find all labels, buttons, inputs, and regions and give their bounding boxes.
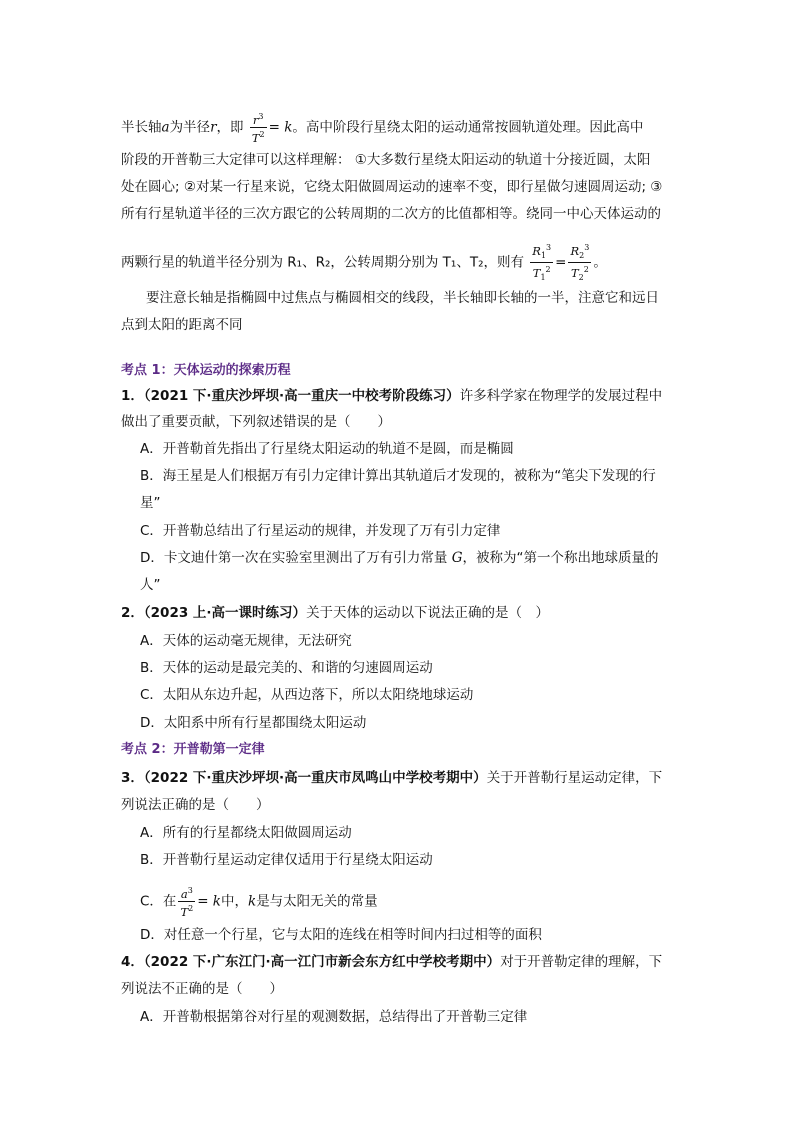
sub: 2 bbox=[579, 251, 585, 261]
fraction-r2-t2 bbox=[568, 241, 591, 284]
text: 。高中阶段行星绕太阳的运动通常按圆轨道处理。因此高中 bbox=[292, 119, 644, 136]
exp: 3 bbox=[584, 243, 590, 252]
q4-option-a: A．开普勒根据第谷对行星的观测数据，总结得出了开普勒三定律 bbox=[140, 1009, 528, 1025]
intro-line-5 bbox=[121, 241, 607, 284]
q1-option-c: C．开普勒总结出了行星运动的规律，并发现了万有引力定律 bbox=[140, 523, 501, 539]
text: ，即 bbox=[216, 119, 244, 136]
q2-option-d: D．太阳系中所有行星都围绕太阳运动 bbox=[140, 715, 367, 731]
den: T bbox=[251, 130, 260, 145]
var-g: G bbox=[451, 550, 463, 566]
q3-option-d: D．对任意一个行星，它与太阳的连线在相等时间内扫过相等的面积 bbox=[140, 927, 542, 943]
question-text: 关于开普勒行星运动定律，下 bbox=[486, 770, 663, 786]
fraction-r3-t2 bbox=[250, 110, 267, 145]
equals-k: = k bbox=[268, 119, 293, 136]
exp: 2 bbox=[259, 129, 265, 139]
q3-option-b: B．开普勒行星运动定律仅适用于行星绕太阳运动 bbox=[140, 852, 433, 868]
intro-line-2: 阶段的开普勒三大定律可以这样理解： ①大多数行星绕太阳运动的轨道十分接近圆，太阳 bbox=[121, 152, 651, 168]
text: 两颗行星的轨道半径分别为 R₁、R₂，公转周期分别为 T₁、T₂，则有 bbox=[121, 254, 524, 271]
question-text: 对于开普勒定律的理解，下 bbox=[500, 954, 663, 970]
note-line-2: 点到太阳的距离不同 bbox=[121, 317, 243, 333]
question-number: 2． bbox=[121, 605, 144, 621]
num: r bbox=[252, 112, 259, 127]
question-2-stem bbox=[121, 604, 549, 622]
question-1-stem-2: 做出了重要贡献，下列叙述错误的是（ ） bbox=[121, 414, 391, 430]
exp: 2 bbox=[545, 265, 551, 275]
question-source: （2022 下·重庆沙坪坝·高一重庆市凤鸣山中学校考期中） bbox=[143, 770, 487, 786]
q1-option-d-cont: 人” bbox=[140, 577, 161, 593]
den: T bbox=[532, 265, 541, 280]
den: T bbox=[180, 904, 189, 919]
text: 半长轴 bbox=[121, 119, 162, 136]
question-number: 1． bbox=[121, 388, 144, 404]
q2-option-b: B．天体的运动是最完美的、和谐的匀速圆周运动 bbox=[140, 660, 433, 676]
q1-option-d bbox=[140, 549, 659, 567]
text: 是与太阳无关的常量 bbox=[256, 893, 378, 910]
exp: 3 bbox=[258, 112, 264, 121]
q3-option-c bbox=[140, 884, 378, 919]
intro-line-1 bbox=[121, 110, 643, 145]
sub: 1 bbox=[540, 251, 547, 261]
var-a: a bbox=[161, 119, 170, 136]
exp: 3 bbox=[187, 886, 193, 895]
intro-line-3: 处在圆心; ②对某一行星来说，它绕太阳做圆周运动的速率不变，即行星做匀速圆周运动; ③ bbox=[121, 179, 663, 195]
note-line-1: 要注意长轴是指椭圆中过焦点与椭圆相交的线段，半长轴即长轴的一半，注意它和远日 bbox=[146, 290, 659, 306]
q1-option-a: A．开普勒首先指出了行星绕太阳运动的轨道不是圆，而是椭圆 bbox=[140, 441, 514, 457]
text: 。 bbox=[593, 254, 607, 271]
section-heading-kaodian-2: 考点 2：开普勒第一定律 bbox=[121, 742, 265, 757]
q1-option-b-cont: 星” bbox=[140, 495, 161, 511]
num: R bbox=[570, 243, 580, 258]
text: C．在 bbox=[140, 893, 177, 910]
question-4-stem bbox=[121, 953, 662, 971]
sub: 1 bbox=[540, 273, 546, 283]
question-text: 许多科学家在物理学的发展过程中 bbox=[459, 388, 663, 404]
fraction-a3-t2 bbox=[178, 884, 195, 919]
question-3-stem bbox=[121, 769, 662, 787]
den: T bbox=[570, 265, 579, 280]
num: a bbox=[180, 886, 188, 901]
exp: 2 bbox=[583, 265, 589, 275]
question-source: （2021 下·重庆沙坪坝·高一重庆一中校考阶段练习） bbox=[143, 388, 460, 404]
q3-option-a: A．所有的行星都绕太阳做圆周运动 bbox=[140, 825, 352, 841]
question-1-stem bbox=[121, 387, 662, 405]
var-r: r bbox=[210, 119, 217, 136]
equals-k: = k bbox=[197, 893, 221, 910]
question-number: 4． bbox=[121, 954, 144, 970]
text: D．卡文迪什第一次在实验室里测出了万有引力常量 bbox=[140, 550, 448, 566]
num: R bbox=[532, 243, 541, 258]
question-source: （2023 上·高一课时练习） bbox=[143, 605, 307, 621]
var-k: k bbox=[248, 893, 257, 910]
intro-line-4: 所有行星轨道半径的三次方跟它的公转周期的二次方的比值都相等。绕同一中心天体运动的 bbox=[121, 206, 661, 222]
text: 中， bbox=[221, 893, 248, 910]
fraction-r1-t1 bbox=[530, 241, 553, 284]
text: ，被称为“第一个称出地球质量的 bbox=[462, 550, 659, 566]
question-text: 关于天体的运动以下说法正确的是（ ） bbox=[306, 605, 550, 621]
exp: 2 bbox=[188, 903, 194, 913]
q2-option-a: A．天体的运动毫无规律，无法研究 bbox=[140, 633, 352, 649]
q2-option-c: C．太阳从东边升起，从西边落下，所以太阳绕地球运动 bbox=[140, 687, 474, 703]
section-heading-kaodian-1: 考点 1：天体运动的探索历程 bbox=[121, 363, 291, 378]
q1-option-b: B．海王星是人们根据万有引力定律计算出其轨道后才发现的，被称为“笔尖下发现的行 bbox=[140, 468, 656, 484]
sub: 2 bbox=[578, 273, 584, 283]
equals: = bbox=[555, 254, 567, 271]
question-4-stem-2: 列说法不正确的是（ ） bbox=[121, 981, 283, 997]
text: 为半径 bbox=[169, 119, 211, 136]
question-number: 3． bbox=[121, 770, 144, 786]
question-source: （2022 下·广东江门·高一江门市新会东方红中学校考期中） bbox=[143, 954, 501, 970]
exp: 3 bbox=[546, 243, 552, 252]
question-3-stem-2: 列说法正确的是（ ） bbox=[121, 797, 270, 813]
